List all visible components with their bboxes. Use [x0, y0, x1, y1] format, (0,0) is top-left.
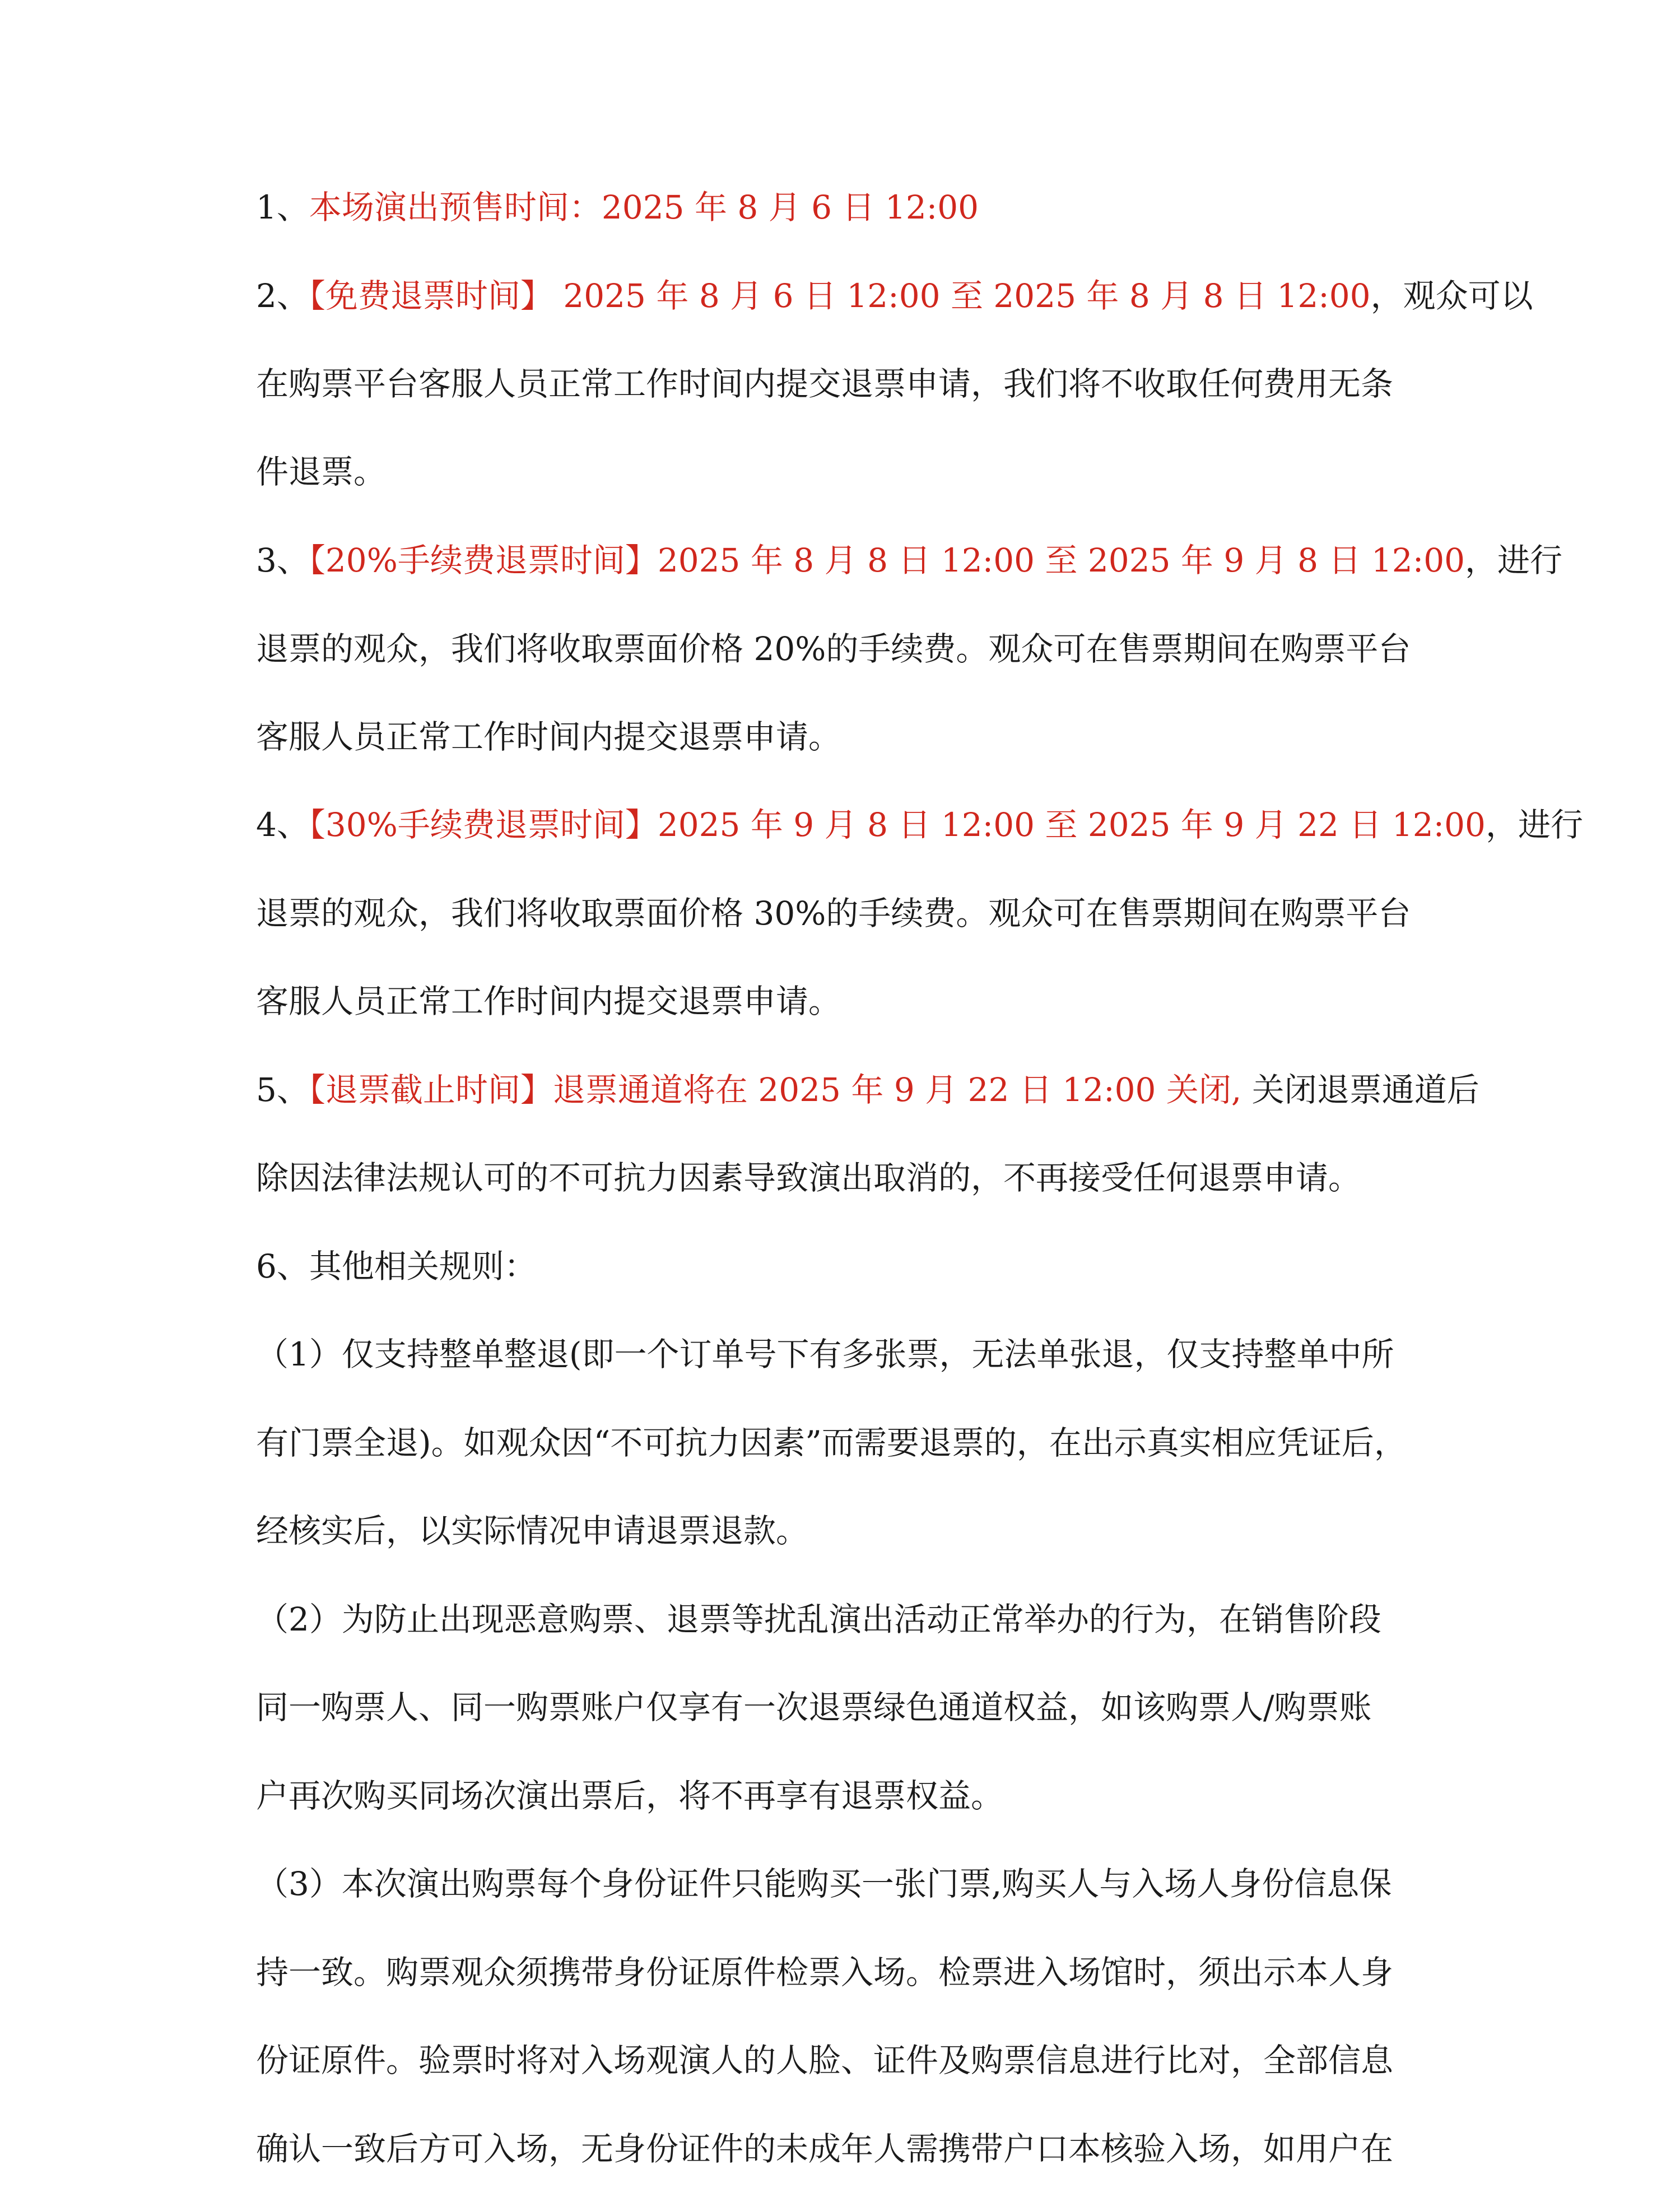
- rule-5-tail: 关闭退票通道后: [1241, 1071, 1479, 1109]
- rule-4-line-3: 客服人员正常工作时间内提交退票申请。: [256, 982, 841, 1020]
- rule-6-2-line-3: 户再次购买同场次演出票后，将不再享有退票权益。: [256, 1777, 1004, 1815]
- rule-3-line-2: 退票的观众，我们将收取票面价格 20%的手续费。观众可在售票期间在购票平台: [256, 630, 1411, 668]
- rule-6-heading: 6、其他相关规则：: [256, 1247, 537, 1285]
- rule-6-3-line-3: 份证原件。验票时将对入场观演人的人脸、证件及购票信息进行比对，全部信息: [256, 2041, 1394, 2079]
- rule-5-line-2: 除因法律法规认可的不可抗力因素导致演出取消的，不再接受任何退票申请。: [256, 1159, 1361, 1197]
- rule-2-number: 2、: [256, 277, 309, 315]
- rule-4-line-2: 退票的观众，我们将收取票面价格 30%的手续费。观众可在售票期间在购票平台: [256, 894, 1411, 932]
- rule-3-line-1: [256, 538, 1563, 583]
- rule-6-1-line-2: 有门票全退)。如观众因“不可抗力因素”而需要退票的，在出示真实相应凭证后，: [256, 1424, 1407, 1462]
- rule-2-tail: ，观众可以: [1370, 277, 1533, 315]
- rule-4-tail: ，进行: [1485, 806, 1583, 844]
- rule-5-number: 5、: [256, 1071, 309, 1109]
- rule-3-number: 3、: [256, 541, 309, 579]
- rule-5-refund-deadline: 【退票截止时间】退票通道将在 2025 年 9 月 22 日 12:00 关闭,: [309, 1071, 1242, 1109]
- rule-1-line-1: [256, 185, 1432, 230]
- rule-2-line-2: 在购票平台客服人员正常工作时间内提交退票申请，我们将不收取任何费用无条: [256, 365, 1394, 403]
- rule-6-3-line-2: 持一致。购票观众须携带身份证原件检票入场。检票进入场馆时，须出示本人身: [256, 1953, 1394, 1991]
- rule-4-number: 4、: [256, 806, 309, 844]
- rule-2-line-3: 件退票。: [256, 453, 387, 491]
- rule-1-number: 1、: [256, 188, 309, 226]
- rule-5-line-1: [256, 1067, 1479, 1112]
- rule-6-2-line-2: 同一购票人、同一购票账户仅享有一次退票绿色通道权益，如该购票人/购票账: [256, 1688, 1372, 1726]
- rule-6-3-line-4: 确认一致后方可入场，无身份证件的未成年人需携带户口本核验入场，如用户在: [256, 2130, 1394, 2168]
- rule-2-line-1: [256, 273, 1533, 318]
- rule-1-presale-time: 本场演出预售时间：2025 年 8 月 6 日 12:00: [309, 188, 979, 226]
- rule-4-30pct-refund-time: 【30%手续费退票时间】2025 年 9 月 8 日 12:00 至 2025 年 9 月 22 日 12:00: [309, 806, 1486, 844]
- rule-3-line-3: 客服人员正常工作时间内提交退票申请。: [256, 718, 841, 756]
- rule-2-free-refund-time: 【免费退票时间】 2025 年 8 月 6 日 12:00 至 2025 年 8 月 8 日 12:00: [309, 277, 1371, 315]
- rule-3-tail: ，进行: [1465, 541, 1563, 579]
- rule-4-line-1: [256, 802, 1583, 847]
- rule-6-1-line-1: （1）仅支持整单整退(即一个订单号下有多张票，无法单张退，仅支持整单中所: [256, 1335, 1394, 1373]
- rule-6-2-line-1: （2）为防止出现恶意购票、退票等扰乱演出活动正常举办的行为，在销售阶段: [256, 1600, 1381, 1638]
- rule-6-3-line-1: （3）本次演出购票每个身份证件只能购买一张门票,购买人与入场人身份信息保: [256, 1865, 1392, 1903]
- rule-3-20pct-refund-time: 【20%手续费退票时间】2025 年 8 月 8 日 12:00 至 2025 年 9 月 8 日 12:00: [309, 541, 1465, 579]
- rule-6-1-line-3: 经核实后，以实际情况申请退票退款。: [256, 1512, 809, 1550]
